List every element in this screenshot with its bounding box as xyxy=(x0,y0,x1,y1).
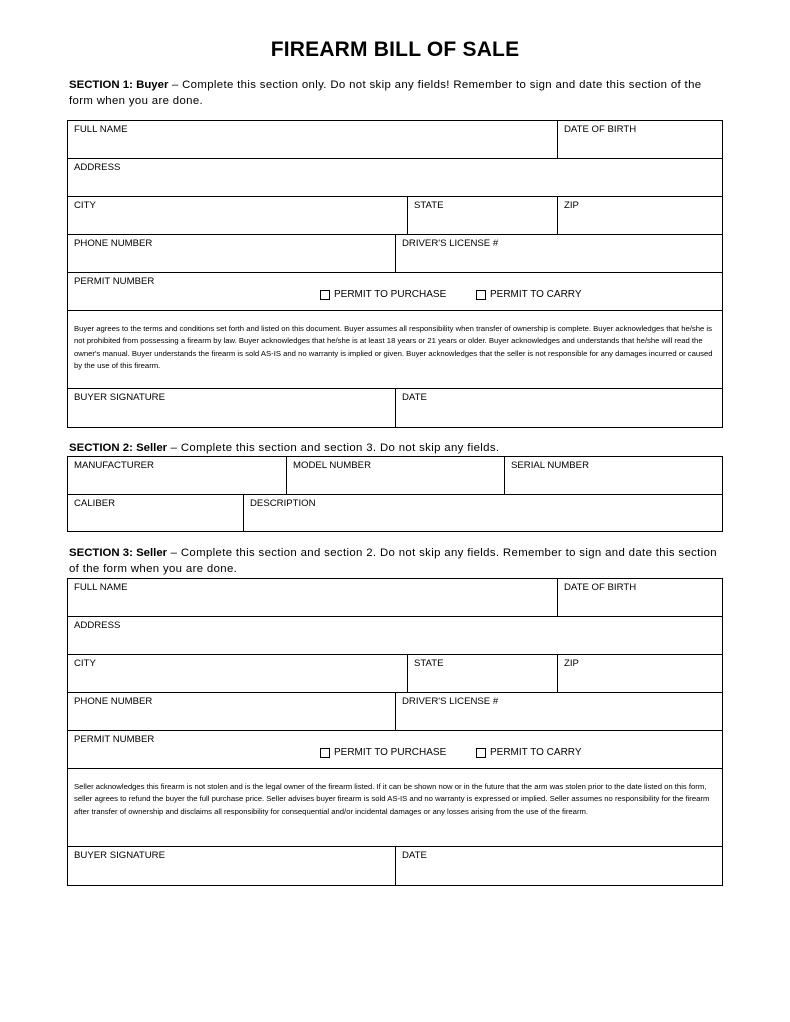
seller-signature-field[interactable] xyxy=(68,847,396,885)
checkbox-square-icon xyxy=(476,290,486,300)
checkbox-square-icon xyxy=(476,748,486,758)
buyer-phone-label: PHONE NUMBER xyxy=(74,238,153,249)
seller-city-label: CITY xyxy=(74,658,96,669)
seller-phone-field[interactable] xyxy=(68,693,396,731)
buyer-permit-field[interactable] xyxy=(68,273,722,311)
seller-state-label: STATE xyxy=(414,658,444,669)
seller-dob-field[interactable] xyxy=(558,579,722,617)
caliber-field[interactable] xyxy=(68,495,244,531)
seller-state-field[interactable] xyxy=(408,655,558,693)
serial-number-label: SERIAL NUMBER xyxy=(511,460,590,471)
buyer-permit-carry-label: PERMIT TO CARRY xyxy=(490,289,582,300)
section1-table xyxy=(67,120,723,428)
seller-phone-label: PHONE NUMBER xyxy=(74,696,153,707)
seller-dob-label: DATE OF BIRTH xyxy=(564,582,637,593)
buyer-state-label: STATE xyxy=(414,200,444,211)
buyer-full-name-label: FULL NAME xyxy=(74,124,128,135)
section3-table xyxy=(67,578,723,886)
seller-zip-label: ZIP xyxy=(564,658,579,669)
seller-agreement-text: Seller acknowledges this firearm is not stolen and is the legal owner of the firearm listed. If it can be shown now or in the future that the arm was stolen prior to the date listed on this form, seller agrees to refund the buyer the full purchase price. Seller advises buyer firearm is sold AS-IS and no warranty is expressed or implied. Seller assumes no responsibility for the firearm after transfer of ownership and disclaims all responsibility for consequential and/or incidental damages or any losses arising from the use of the firearm. xyxy=(74,782,710,816)
section2-heading: SECTION 2: Seller xyxy=(69,442,168,454)
seller-permit-purchase-label: PERMIT TO PURCHASE xyxy=(334,747,447,758)
buyer-state-field[interactable] xyxy=(408,197,558,235)
buyer-address-label: ADDRESS xyxy=(74,162,121,173)
section1-instructions: – Complete this section only. Do not skip any fields! Remember to sign and date this section of the form when you are done. xyxy=(69,79,702,107)
seller-permit-field[interactable] xyxy=(68,731,722,769)
seller-agreement-block xyxy=(68,769,722,847)
seller-full-name-label: FULL NAME xyxy=(74,582,128,593)
buyer-address-field[interactable] xyxy=(68,159,722,197)
seller-permit-carry-label: PERMIT TO CARRY xyxy=(490,747,582,758)
seller-address-label: ADDRESS xyxy=(74,620,121,631)
serial-number-field[interactable] xyxy=(505,457,722,495)
buyer-zip-field[interactable] xyxy=(558,197,722,235)
section3-instructions: – Complete this section and section 2. Do not skip any fields. Remember to sign and date this section of the form when you are done. xyxy=(69,547,717,575)
buyer-license-label: DRIVER'S LICENSE # xyxy=(402,238,499,249)
seller-permit-carry-checkbox[interactable] xyxy=(476,747,582,758)
buyer-dob-field[interactable] xyxy=(558,121,722,159)
buyer-date-field[interactable] xyxy=(396,389,722,427)
seller-license-label: DRIVER'S LICENSE # xyxy=(402,696,499,707)
manufacturer-label: MANUFACTURER xyxy=(74,460,154,471)
seller-permit-label: PERMIT NUMBER xyxy=(74,734,155,745)
description-label: DESCRIPTION xyxy=(250,498,316,509)
description-field[interactable] xyxy=(244,495,722,531)
seller-address-field[interactable] xyxy=(68,617,722,655)
model-number-label: MODEL NUMBER xyxy=(293,460,372,471)
section1-heading: SECTION 1: Buyer xyxy=(69,79,169,91)
buyer-license-field[interactable] xyxy=(396,235,722,273)
buyer-agreement-text: Buyer agrees to the terms and conditions set forth and listed on this document. Buyer assumes all responsibility when transfer of ownership is complete. Buyer acknowledges that he/she is not prohibited from possessing a firearm by law. Buyer acknowledges that he/she is at least 18 years or 21 years or older. Buyer acknowledges and understands that he/she will read the owner's manual. Buyer understands the firearm is sold AS-IS and no warranty is implied or given. Buyer acknowledges that the seller is not responsible for any damages incurred or caused by the use of this firearm. xyxy=(74,324,713,371)
caliber-label: CALIBER xyxy=(74,498,116,509)
seller-full-name-field[interactable] xyxy=(68,579,558,617)
buyer-permit-label: PERMIT NUMBER xyxy=(74,276,155,287)
seller-date-label: DATE xyxy=(402,850,427,861)
seller-permit-purchase-checkbox[interactable] xyxy=(320,747,446,758)
section1-intro xyxy=(69,77,729,109)
section3-intro xyxy=(69,545,729,577)
buyer-signature-field[interactable] xyxy=(68,389,396,427)
buyer-agreement-block xyxy=(68,311,722,389)
manufacturer-field[interactable] xyxy=(68,457,287,495)
section2-intro xyxy=(69,440,729,456)
page-title: FIREARM BILL OF SALE xyxy=(270,38,520,61)
buyer-zip-label: ZIP xyxy=(564,200,579,211)
buyer-permit-carry-checkbox[interactable] xyxy=(476,289,582,300)
seller-zip-field[interactable] xyxy=(558,655,722,693)
buyer-city-field[interactable] xyxy=(68,197,408,235)
checkbox-square-icon xyxy=(320,748,330,758)
section2-table xyxy=(67,456,723,532)
buyer-date-label: DATE xyxy=(402,392,427,403)
buyer-permit-purchase-label: PERMIT TO PURCHASE xyxy=(334,289,447,300)
buyer-permit-purchase-checkbox[interactable] xyxy=(320,289,446,300)
seller-city-field[interactable] xyxy=(68,655,408,693)
buyer-dob-label: DATE OF BIRTH xyxy=(564,124,637,135)
checkbox-square-icon xyxy=(320,290,330,300)
section2-instructions: – Complete this section and section 3. Do not skip any fields. xyxy=(167,442,500,454)
buyer-signature-label: BUYER SIGNATURE xyxy=(74,392,165,403)
buyer-full-name-field[interactable] xyxy=(68,121,558,159)
buyer-city-label: CITY xyxy=(74,200,96,211)
section3-heading: SECTION 3: Seller xyxy=(69,547,168,559)
buyer-phone-field[interactable] xyxy=(68,235,396,273)
seller-license-field[interactable] xyxy=(396,693,722,731)
seller-date-field[interactable] xyxy=(396,847,722,885)
seller-signature-label: BUYER SIGNATURE xyxy=(74,850,165,861)
model-number-field[interactable] xyxy=(287,457,505,495)
